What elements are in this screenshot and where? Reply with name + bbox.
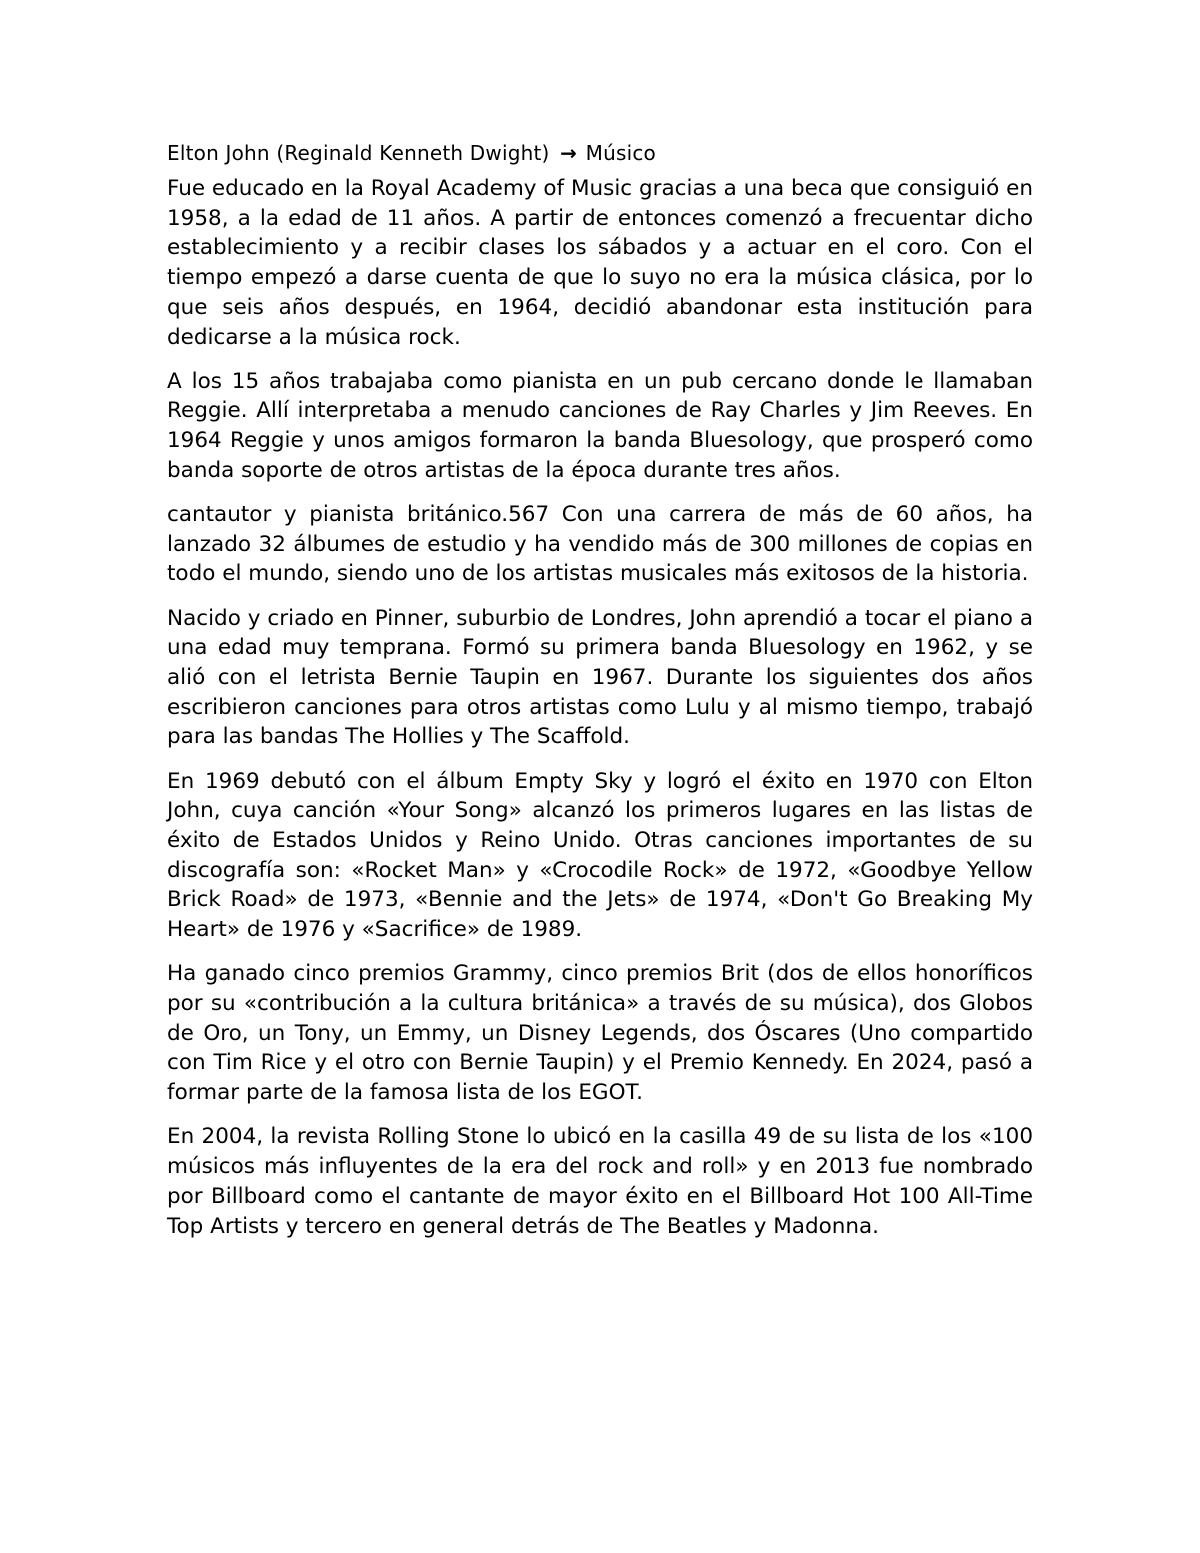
heading-name: Elton John (Reginald Kenneth Dwight) — [167, 141, 550, 165]
paragraph-education: Fue educado en la Royal Academy of Music gracias a una beca que consiguió en 1958, a la edad de 11 años. A partir de entonces comenzó a frecuentar dicho establecimiento y a recibir clases los sábados y a actuar en el coro. Con el tiempo empezó a darse cuenta de que lo suyo no era la música clásica, por lo que seis años después, en 1964, decidió abandonar esta institución para dedicarse a la música rock. — [167, 176, 1033, 350]
paragraph-summary: cantautor y pianista británico.567 Con una carrera de más de 60 años, ha lanzado 32 álbumes de estudio y ha vendido más de 300 millones de copias en todo el mundo, siendo uno de los artistas musicales más exitosos de la historia. — [167, 502, 1033, 587]
document-page — [167, 138, 1033, 1256]
heading-role: Músico — [585, 141, 656, 165]
paragraph-rankings: En 2004, la revista Rolling Stone lo ubicó en la casilla 49 de su lista de los «100 músicos más influyentes de la era del rock and roll» y en 2013 fue nombrado por Billboard como el cantante de mayor éxito en el Billboard Hot 100 All-Time Top Artists y tercero en general detrás de The Beatles y Madonna. — [167, 1124, 1033, 1239]
document-heading — [167, 138, 1033, 168]
paragraph-early-career: A los 15 años trabajaba como pianista en un pub cercano donde le llamaban Reggie. Allí interpretaba a menudo canciones de Ray Charles y Jim Reeves. En 1964 Reggie y unos amigos formaron la banda Bluesology, que prosperó como banda soporte de otros artistas de la época durante tres años. — [167, 368, 1033, 483]
paragraph-childhood: Nacido y criado en Pinner, suburbio de Londres, John aprendió a tocar el piano a una edad muy temprana. Formó su primera banda Bluesology en 1962, y se alió con el letrista Bernie Taupin en 1967. Durante los siguientes dos años escribieron canciones para otros artistas como Lulu y al mismo tiempo, trabajó para las bandas The Hollies y The Scaffold. — [167, 605, 1033, 750]
paragraph-awards: Ha ganado cinco premios Grammy, cinco premios Brit (dos de ellos honoríficos por su «contribución a la cultura británica» a través de su música), dos Globos de Oro, un Tony, un Emmy, un Disney Legends, dos Óscares (Uno compartido con Tim Rice y el otro con Bernie Taupin) y el Premio Kennedy. En 2024, pasó a formar parte de la famosa lista de los EGOT. — [167, 961, 1033, 1106]
paragraph-debut: En 1969 debutó con el álbum Empty Sky y logró el éxito en 1970 con Elton John, cuya canción «Your Song» alcanzó los primeros lugares en las listas de éxito de Estados Unidos y Reino Unido. Otras canciones importantes de su discografía son: «Rocket Man» y «Crocodile Rock» de 1972, «Goodbye Yellow Brick Road» de 1973, «Bennie and the Jets» de 1974, «Don't Go Breaking My Heart» de 1976 y «Sacrifice» de 1989. — [167, 768, 1033, 943]
right-arrow-icon: → — [560, 141, 578, 165]
